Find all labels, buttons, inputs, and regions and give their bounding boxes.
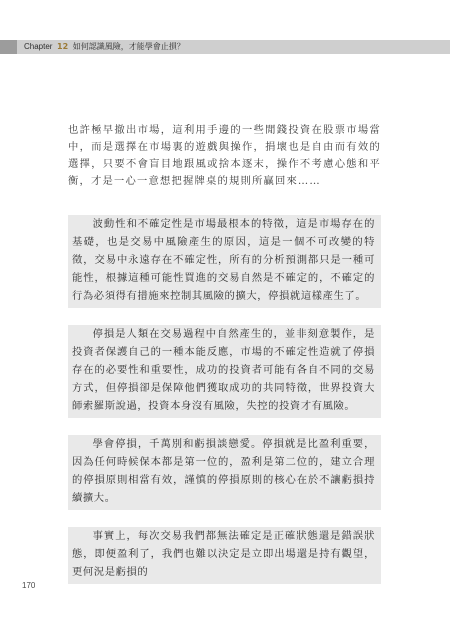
body-paragraph: 學會停損，千萬別和虧損談戀愛。停損就是比盈利重要，因為任何時候保本都是第一位的，盈利是第二位的，建立合理的停損原則相當有效，謹慎的停損原則的核心在於不讓虧損持續擴大。 (72, 438, 375, 504)
header-accent (0, 40, 17, 54)
body-paragraph: 波動性和不確定性是市場最根本的特徵，這是市場存在的基礎，也是交易中風險產生的原因，這是一個不可改變的特徵，交易中永遠存在不確定性，所有的分析預測都只是一種可能性，根據這種可能性買進的交易自然是不確定的，不確定的行為必須得有措施來控制其風險的擴大，停損就這樣產生了。 (72, 218, 375, 302)
chapter-header (0, 40, 450, 54)
chapter-word: Chapter (24, 42, 53, 51)
text-block-stoploss-origin (68, 325, 381, 418)
text-block-in-fact (68, 527, 381, 584)
page-number: 170 (22, 581, 36, 590)
body-paragraph: 事實上，每次交易我們都無法確定是正確狀態還是錯誤狀態，即便盈利了，我們也難以決定是立即出場還是持有觀望，更何況是虧損的 (72, 530, 375, 578)
chapter-title: 如何認識風險，才能學會止損？ (72, 42, 185, 51)
intro-paragraph: 也許極早撤出市場，這利用手邊的一些閒錢投資在股票市場當中，而是選擇在市場裏的遊戲與操作，捐壞也是自由而有效的選擇，只要不會盲目地跟風或捨本逐末，操作不考慮心態和平衡，才是一心一意想把握牌桌的規則所贏回來…… (68, 124, 381, 187)
text-block-learn-stoploss (68, 435, 381, 510)
chapter-heading (24, 40, 185, 54)
chapter-number: 12 (57, 42, 69, 51)
page-content (68, 122, 381, 601)
body-paragraph: 停損是人類在交易過程中自然產生的，並非刻意製作，是投資者保護自己的一種本能反應，市場的不確定性造就了停損存在的必要性和重要性，成功的投資者可能有各自不同的交易方式，但停損卻是保障他們獲取成功的共同特徵，世界投資大師索羅斯說過，投資本身沒有風險，失控的投資才有風險。 (72, 328, 375, 412)
text-block-volatility (68, 215, 381, 308)
